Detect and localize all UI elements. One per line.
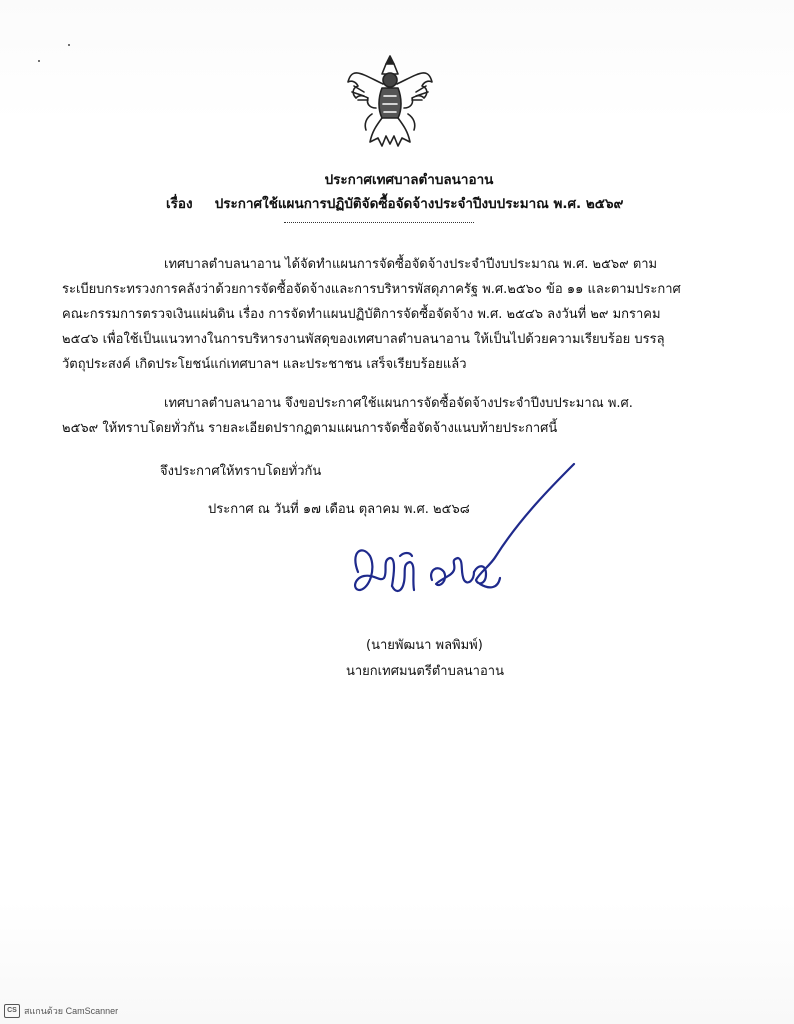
paragraph-1-line: ระเบียบกระทรวงการคลังว่าด้วยการจัดซื้อจัดจ้างและการบริหารพัสดุภาครัฐ พ.ศ.๒๕๖๐ ข้อ ๑๑ และตามประกาศ bbox=[62, 282, 681, 297]
paragraph-2-line: ๒๕๖๙ ให้ทราบโดยทั่วกัน รายละเอียดปรากฏตามแผนการจัดซื้อจัดจ้างแนบท้ายประกาศนี้ bbox=[62, 421, 558, 436]
paragraph-2-line: เทศบาลตำบลนาอาน จึงขอประกาศใช้แผนการจัดซื้อจัดจ้างประจำปีงบประมาณ พ.ศ. bbox=[164, 396, 633, 411]
signer-name: (นายพัฒนา พลพิมพ์) bbox=[366, 638, 483, 653]
title-divider bbox=[284, 222, 474, 223]
document-title: ประกาศเทศบาลตำบลนาอาน bbox=[324, 172, 494, 188]
garuda-emblem-icon bbox=[342, 52, 438, 152]
scan-speck bbox=[38, 60, 40, 62]
announcement-closing: จึงประกาศให้ทราบโดยทั่วกัน bbox=[160, 464, 322, 479]
camscanner-logo-icon: CS bbox=[4, 1004, 20, 1018]
scanner-text: สแกนด้วย CamScanner bbox=[24, 1006, 119, 1016]
signer-position: นายกเทศมนตรีตำบลนาอาน bbox=[346, 664, 504, 679]
paragraph-1-line: เทศบาลตำบลนาอาน ได้จัดทำแผนการจัดซื้อจัดจ้างประจำปีงบประมาณ พ.ศ. ๒๕๖๙ ตาม bbox=[164, 257, 658, 272]
paragraph-1 bbox=[62, 252, 681, 377]
paragraph-1-line: ๒๕๔๖ เพื่อใช้เป็นแนวทางในการบริหารงานพัสดุของเทศบาลตำบลนาอาน ให้เป็นไปด้วยความเรียบร้อย บรรลุ bbox=[62, 332, 665, 347]
paragraph-1-line: วัตถุประสงค์ เกิดประโยชน์แก่เทศบาลฯ และประชาชน เสร็จเรียบร้อยแล้ว bbox=[62, 357, 467, 372]
announcement-date: ประกาศ ณ วันที่ ๑๗ เดือน ตุลาคม พ.ศ. ๒๕๖๘ bbox=[208, 502, 470, 517]
subject-line bbox=[166, 192, 623, 214]
subject-text: ประกาศใช้แผนการปฏิบัติจัดซื้อจัดจ้างประจำปีงบประมาณ พ.ศ. ๒๕๖๙ bbox=[214, 196, 624, 212]
paragraph-2 bbox=[62, 391, 633, 441]
scan-speck bbox=[68, 44, 70, 46]
paragraph-1-line: คณะกรรมการตรวจเงินแผ่นดิน เรื่อง การจัดทำแผนปฏิบัติการจัดซื้อจัดจ้าง พ.ศ. ๒๕๔๖ ลงวันที่ ๒๙ มกราคม bbox=[62, 307, 661, 322]
scanner-watermark bbox=[4, 1004, 118, 1018]
subject-label: เรื่อง bbox=[166, 196, 193, 212]
signature-mark bbox=[340, 460, 590, 640]
